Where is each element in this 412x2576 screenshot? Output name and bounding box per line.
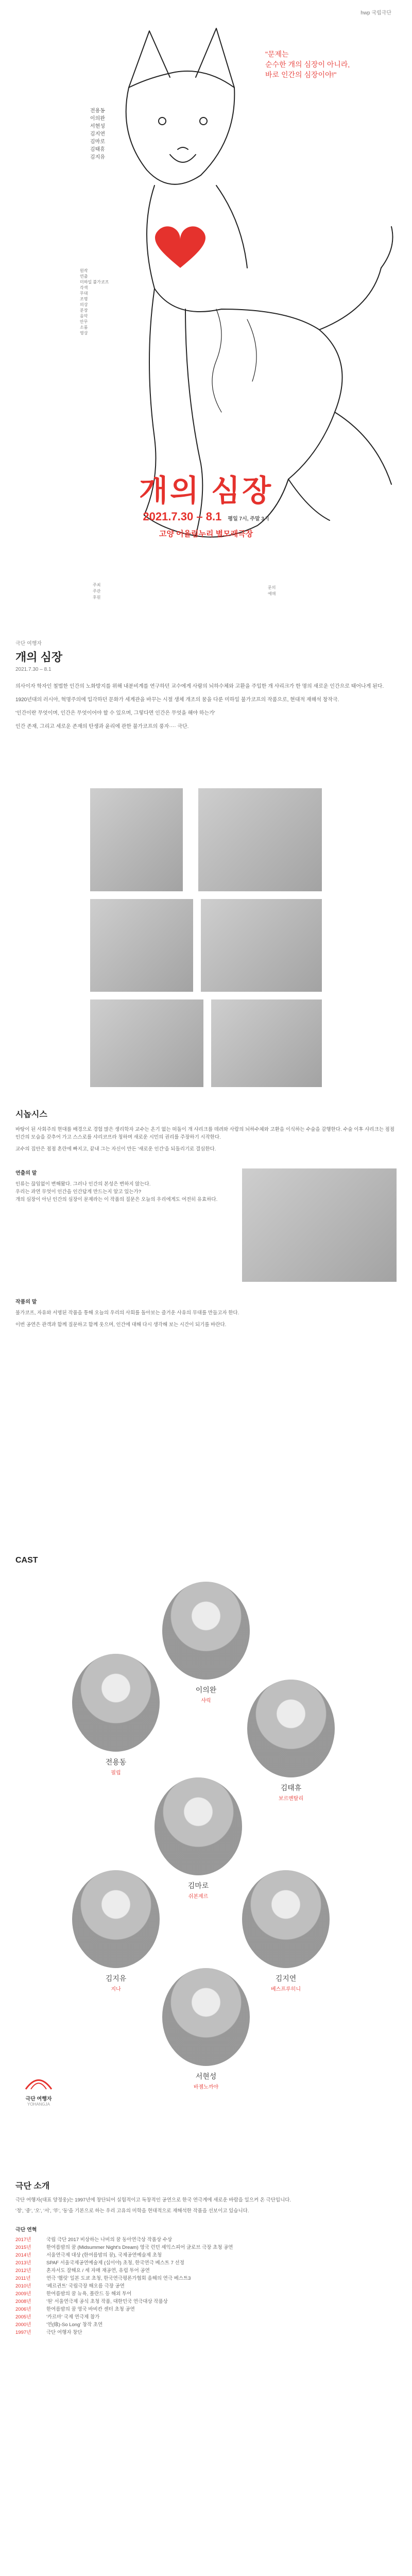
history-title: 극단 연혁 [15, 2227, 37, 2233]
intro-paragraph: '인간이란 무엇이며, 인간은 무엇이어야 할 수 있으며, 그렇다면 인간은 무엇을 해야 하는가' [15, 710, 215, 716]
poster [0, 0, 412, 629]
cast-card [72, 1654, 160, 1776]
history-row [15, 2282, 397, 2290]
cast-name: 이의완 [195, 1686, 217, 1694]
quote-line-3: 바로 인간의 심장이야!" [265, 71, 337, 79]
bottom-label: 문의 [268, 585, 276, 590]
poster-date [0, 510, 412, 523]
intro-paragraph: 인간 존재, 그리고 세로운 존재의 탄생과 윤리에 관한 불가코프의 풍자···· 극단. [15, 724, 189, 730]
stage-photo [201, 899, 322, 992]
troupe-logo-sub: YOHANGJA [27, 2102, 50, 2107]
cast-photo [162, 1582, 250, 1680]
intro-section [0, 639, 412, 731]
history-text: SPAF 서울국제공연예술제 (십이야) 초청, 한국연극 베스트 7 선정 [46, 2260, 184, 2266]
cast-card [154, 1777, 242, 1900]
staff-credit: 영상 [80, 331, 88, 335]
history-year: 2006년 [15, 2307, 31, 2312]
cast-photo [154, 1777, 242, 1875]
staff-credit: 무대 [80, 291, 88, 296]
intro-text [15, 683, 397, 731]
cast-role: 쉬본제르 [188, 1894, 209, 1900]
date-main: 2021.7.30 – 8.1 [143, 510, 222, 523]
poster-cast-list [90, 107, 105, 161]
cast-photo [242, 1870, 330, 1968]
cast-list-item: 김태휴 [90, 147, 105, 152]
stage-photo [211, 999, 322, 1087]
cast-role: 지나 [111, 1987, 121, 1992]
history-year: 2017년 [15, 2237, 31, 2243]
history-year: 2009년 [15, 2291, 31, 2297]
intro-period: 2021.7.30 – 8.1 [15, 667, 52, 672]
cast-name: 김지유 [105, 1974, 127, 1982]
quote-line-1: "문제는 [265, 50, 289, 58]
history-year: 1997년 [15, 2330, 31, 2335]
note-line: 인류는 끊임없이 변해왔다. 그러나 인간의 본성은 변하지 않는다. [15, 1181, 151, 1187]
troupe-logo [15, 2071, 62, 2107]
history-year: 2008년 [15, 2299, 31, 2304]
stage-photo [90, 788, 183, 891]
staff-credit: 안무 [80, 319, 88, 324]
synopsis-text [15, 1126, 397, 1153]
cast-name: 전용동 [105, 1758, 127, 1766]
note-line: 개의 심장이 아닌 인간의 심장이 문제라는 이 작품의 질문은 오늘의 우리에게도 여전히 유효하다. [15, 1197, 218, 1202]
synopsis-section [0, 1108, 412, 1329]
history-text: 극단 여행자 창단 [46, 2330, 82, 2335]
history-year: 2010년 [15, 2283, 31, 2289]
history-year: 2013년 [15, 2260, 31, 2266]
history-text: '원' 서울연극제 공식 초청 작품, 대한민국 연극대상 작품상 [46, 2299, 168, 2304]
poster-venue: 고양 어울림누리 별모래극장 [159, 530, 253, 538]
troupe-paragraph: '정', '중', '오', '서', '부', '동'을 기본으로 하는 우리 고유의 미학을 현대적으로 재해석한 작품을 선보이고 있습니다. [15, 2208, 249, 2214]
history-text: 서울연극제 대상 (한여름밤의 꿈), 국제공연예술제 초청 [46, 2252, 162, 2258]
history-row [15, 2306, 397, 2313]
poster-title: 개의 심장 [139, 474, 273, 507]
intro-label: 극단 여행자 [15, 641, 42, 647]
poster-quote [265, 49, 350, 80]
bottom-label: 예매 [268, 591, 276, 596]
poster-staff-credits [80, 268, 109, 336]
cast-role: 베스프루히니 [271, 1987, 301, 1992]
history-text: '카르마' 국제 연극제 참가 [46, 2314, 100, 2320]
cast-card [162, 1968, 250, 2090]
troupe-paragraph: 극단 여행자(대표 양정웅)는 1997년에 창단되어 실험적이고 독창적인 공연으로 한국 연극계에 새로운 바람을 일으켜 온 극단입니다. [15, 2197, 291, 2203]
troupe-section [0, 2179, 412, 2336]
cast-photo [247, 1680, 335, 1777]
staff-credit: 의상 [80, 302, 88, 307]
bottom-label: 후원 [93, 595, 101, 600]
cast-role: 필립 [111, 1770, 121, 1776]
cast-heading: CAST [15, 1556, 38, 1565]
cast-list-item: 전용동 [90, 108, 105, 114]
cast-name: 김지연 [275, 1974, 297, 1982]
troupe-text [15, 2196, 397, 2215]
cast-card [162, 1582, 250, 1704]
stage-photo [198, 788, 322, 891]
history-text: 한여름밤의 꿈 영국 바비칸 센터 초청 공연 [46, 2307, 135, 2312]
troupe-heading: 극단 소개 [15, 2182, 50, 2191]
intro-paragraph: 1920년대의 러시아, 혁명주의에 입각하던 문화가 세계관을 바꾸는 시절 생체 개조의 꿈을 다룬 미하일 불가코프의 작품으로, 현대적 재해석 창작극. [15, 697, 339, 703]
intro-paragraph: 의사이자 학자인 철법한 인간의 노화방지를 위해 내분비계를 연구하던 교수에게 사람의 뇌하수체와 고환을 주입한 개 샤리크가 한 명의 새로운 인간으로 태어나게 된다. [15, 684, 384, 689]
staff-credit: 분장 [80, 308, 88, 313]
work-note-paragraph: 불가코프, 자유와 서명된 작품을 통해 오늘의 우리의 사회를 돌아보는 즐거운 사유의 무대를 만들고자 한다. [15, 1310, 239, 1316]
director-note-title: 연출의 말 [15, 1171, 37, 1176]
cast-section [0, 1556, 412, 2174]
bottom-label: 주최 [93, 583, 101, 587]
cast-role: 보르멘탈리 [278, 1796, 304, 1802]
cast-card [72, 1870, 160, 1992]
history-text: 한여름밤의 꿈 뉴욕, 폴란드 등 해외 투어 [46, 2291, 132, 2297]
history-year: 2015년 [15, 2245, 31, 2250]
history-row [15, 2251, 397, 2259]
date-suffix: 평일 7시, 주말 3시 [228, 516, 269, 522]
staff-credit: 미하일 불가코프 [80, 280, 109, 284]
cast-photo [162, 1968, 250, 2066]
stage-photo [242, 1168, 397, 1282]
work-note-title: 작품의 말 [15, 1299, 37, 1305]
history-row [15, 2290, 397, 2298]
top-right-mark: hwp 국립극단 [360, 10, 391, 16]
note-line: 우리는 과연 무엇이 인간을 인간답게 만드는지 알고 있는가? [15, 1189, 142, 1195]
photo-collage-1 [0, 788, 412, 1087]
cast-list-item: 김지연 [90, 131, 105, 137]
cast-role: 바젬노까야 [193, 2084, 219, 2090]
synopsis-heading: 시놉시스 [15, 1110, 47, 1119]
troupe-logo-icon [23, 2071, 54, 2092]
troupe-logo-label: 극단 여행자 [25, 2096, 52, 2102]
cast-list-item: 김마로 [90, 139, 105, 145]
work-note-paragraph: 이번 공연은 관객과 함께 질문하고 함께 웃으며, 인간에 대해 다시 생각해 보는 시간이 되기를 바란다. [15, 1322, 227, 1328]
poster-bottom-right [268, 585, 276, 597]
cast-photo [72, 1870, 160, 1968]
work-note-text [15, 1309, 397, 1329]
history-year: 2000년 [15, 2322, 31, 2328]
stage-photo [90, 999, 203, 1087]
history-text: 국립 극단 2017 비상하는 나비의 꿈 동아연극상 작품상 수상 [46, 2237, 173, 2243]
cast-name: 김마로 [187, 1882, 209, 1890]
cast-role: 샤릭 [201, 1698, 211, 1704]
history-text: 연극 '햄릿' 일본 도쿄 초청, 한국연극평론가협회 올해의 연극 베스트3 [46, 2276, 191, 2281]
history-year: 2014년 [15, 2252, 31, 2258]
poster-bottom-left [93, 582, 100, 601]
synopsis-paragraph: 교수의 집안은 점점 혼란에 빠지고, 끝내 그는 자신이 만든 '새로운 인간'을 되돌리기로 결심한다. [15, 1146, 216, 1152]
cast-name: 서현성 [195, 2072, 217, 2080]
history-text: '페르귄트' 국립극장 해오름 극장 공연 [46, 2283, 125, 2289]
staff-credit: 원작 [80, 268, 88, 273]
staff-credit: 각색 [80, 285, 88, 290]
cast-card [242, 1870, 330, 1992]
cast-card [247, 1680, 335, 1802]
history-row [15, 2313, 397, 2321]
quote-line-2: 순수한 개의 심장이 아니라, [265, 60, 350, 69]
cast-list-item: 김지유 [90, 155, 105, 160]
history-row [15, 2236, 397, 2244]
history-row [15, 2275, 397, 2282]
intro-title: 개의 심장 [15, 651, 63, 664]
history-text: 한여름밤의 꿈 (Midsummer Night's Dream) 영국 런던 셰익스피어 글로브 극장 초청 공연 [46, 2245, 233, 2250]
staff-credit: 음악 [80, 314, 88, 318]
history-row [15, 2321, 397, 2329]
history-row [15, 2267, 397, 2275]
history-row [15, 2244, 397, 2251]
heart-icon [155, 226, 205, 268]
synopsis-paragraph: 바탕이 된 사회주의 현대를 배경으로 경험 많은 생리학자 교수는 온기 없는 떠돌이 개 샤리크를 데려와 사람의 뇌하수체와 고환을 이식하는 수술을 감행한다. 수술 이후 샤리크는 점점 인간의 모습을 갖추어 가고 스스로를 샤리코프라 칭하며 새로운 시민의 권리를 주장하기 시작한다. [15, 1127, 394, 1140]
staff-credit: 조명 [80, 297, 88, 301]
history-year: 2011년 [15, 2276, 31, 2281]
director-note-text [15, 1180, 227, 1204]
history-list [15, 2236, 397, 2336]
history-text: '연(緣)-So Long' 창작 초연 [46, 2322, 103, 2328]
history-year: 2012년 [15, 2268, 31, 2274]
staff-credit: 연출 [80, 274, 88, 279]
staff-credit: 소품 [80, 325, 88, 330]
cast-list-item: 이의완 [90, 116, 105, 122]
history-row [15, 2329, 397, 2336]
history-row [15, 2298, 397, 2306]
bottom-label: 주관 [93, 589, 101, 594]
cast-name: 김태휴 [280, 1784, 302, 1792]
cast-list-item: 서현성 [90, 124, 105, 129]
stage-photo [90, 899, 193, 992]
history-year: 2005년 [15, 2314, 31, 2320]
cast-photo [72, 1654, 160, 1752]
history-text: 혼자서도 잘해요 / 세 자매 재공연, 유럽 투어 공연 [46, 2268, 150, 2274]
history-row [15, 2259, 397, 2267]
